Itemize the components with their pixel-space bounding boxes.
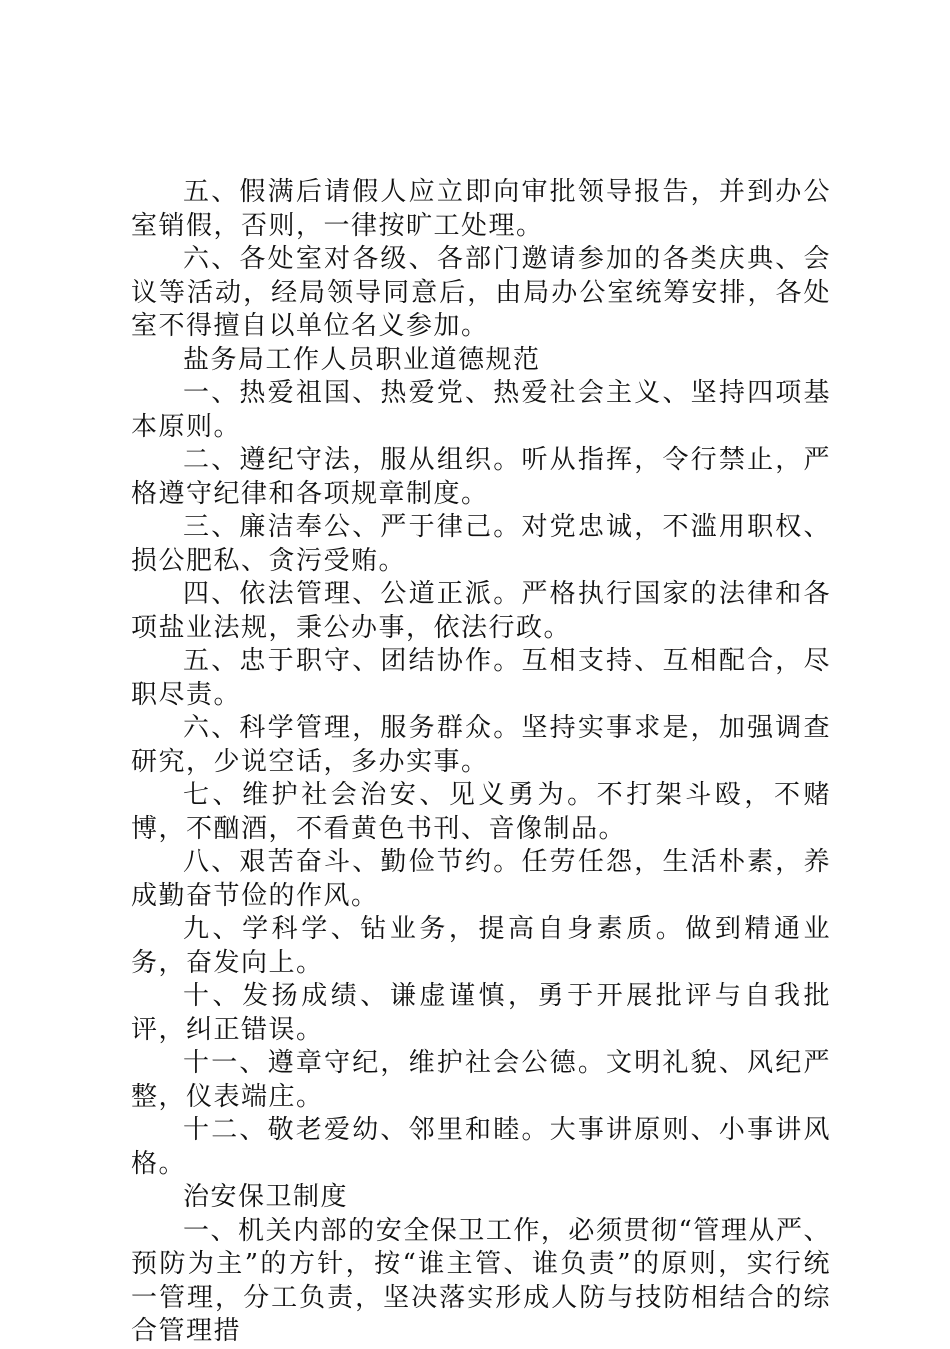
ethics-item-3: 三、廉洁奉公、严于律己。对党忠诚，不滥用职权、损公肥私、贪污受贿。 [131,512,831,576]
ethics-item-8: 八、艰苦奋斗、勤俭节约。任劳任怨，生活朴素，养成勤奋节俭的作风。 [131,847,831,911]
ethics-item-11: 十一、遵章守纪，维护社会公德。文明礼貌、风纪严整，仪表端庄。 [131,1048,831,1112]
ethics-item-10: 十、发扬成绩、谦虚谨慎，勇于开展批评与自我批评，纠正错误。 [131,981,831,1045]
paragraph-event-attendance: 六、各处室对各级、各部门邀请参加的各类庆典、会议等活动，经局领导同意后，由局办公室统筹安排，各处室不得擅自以单位名义参加。 [131,244,831,341]
ethics-item-2: 二、遵纪守法，服从组织。听从指挥，令行禁止，严格遵守纪律和各项规章制度。 [131,445,831,509]
section-title-ethics: 盐务局工作人员职业道德规范 [183,344,541,375]
ethics-item-12: 十二、敬老爱幼、邻里和睦。大事讲原则、小事讲风格。 [131,1115,831,1179]
ethics-item-9: 九、学科学、钻业务，提高自身素质。做到精通业务，奋发向上。 [131,914,831,978]
security-item-1: 一、机关内部的安全保卫工作，必须贯彻“管理从严、预防为主”的方针，按“谁主管、谁负责”的原则，实行统一管理，分工负责，坚决落实形成人防与技防相结合的综合管理措 [131,1215,831,1346]
section-title-security: 治安保卫制度 [183,1182,349,1212]
ethics-item-6: 六、科学管理，服务群众。坚持实事求是，加强调查研究，少说空话，多办实事。 [131,713,831,777]
ethics-item-5: 五、忠于职守、团结协作。互相支持、互相配合，尽职尽责。 [131,646,831,710]
ethics-item-7: 七、维护社会治安、见义勇为。不打架斗殴，不赌博，不酗酒，不看黄色书刊、音像制品。 [131,780,831,844]
ethics-item-4: 四、依法管理、公道正派。严格执行国家的法律和各项盐业法规，秉公办事，依法行政。 [131,579,831,643]
ethics-item-1: 一、热爱祖国、热爱党、热爱社会主义、坚持四项基本原则。 [131,378,831,442]
document-body [131,176,831,1349]
paragraph-leave-report: 五、假满后请假人应立即向审批领导报告，并到办公室销假，否则，一律按旷工处理。 [131,177,831,241]
